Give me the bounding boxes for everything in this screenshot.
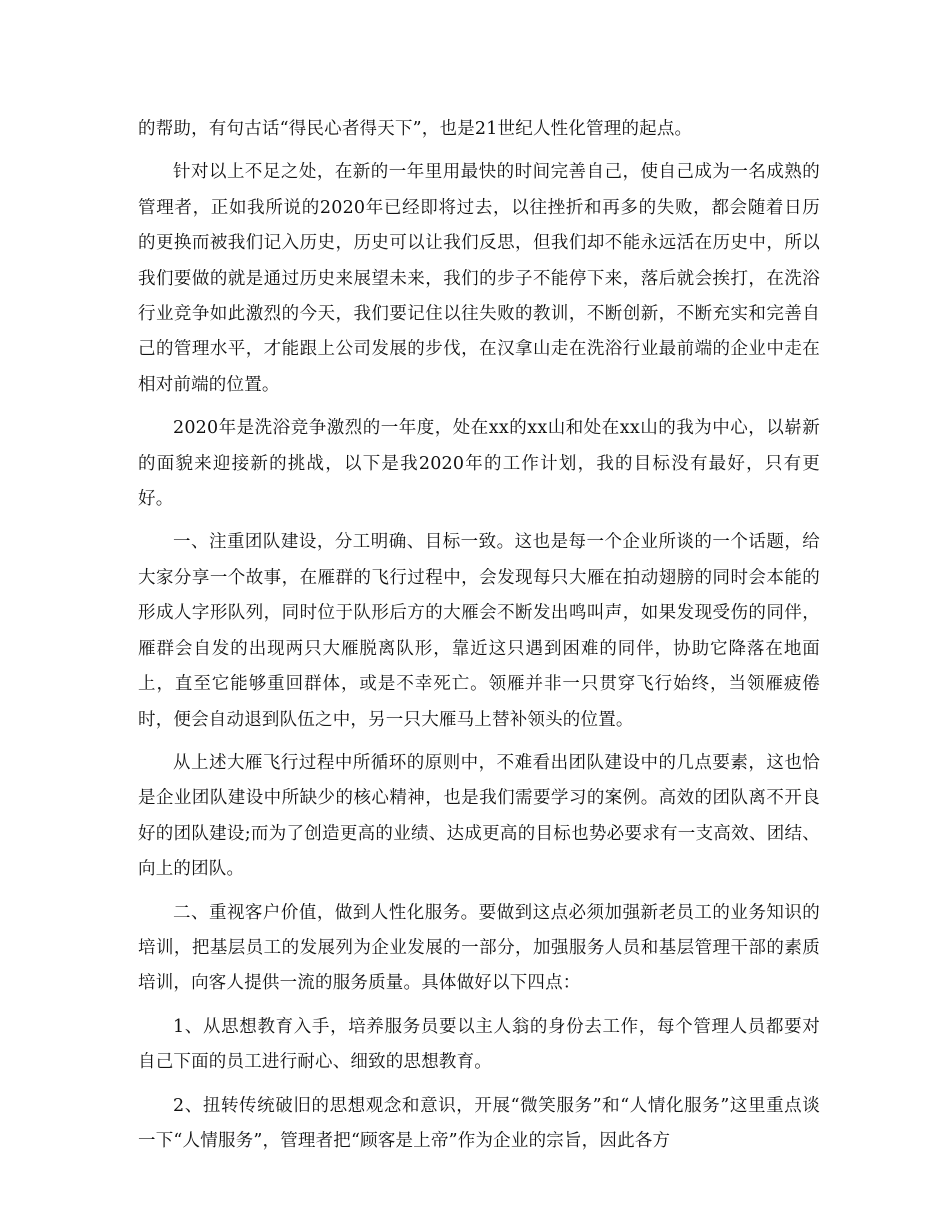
document-body xyxy=(138,112,820,1167)
paragraph-5: 从上述大雁飞行过程中所循环的原则中，不难看出团队建设中的几点要素，这也恰是企业团队建设中所缺少的核心精神，也是我们需要学习的案例。高效的团队离不开良好的团队建设;而为了创造更高的业绩、达成更高的目标也势必要求有一支高效、团结、向上的团队。 xyxy=(138,752,820,880)
paragraph-3: 2020年是洗浴竞争激烈的一年度，处在xx的xx山和处在xx山的我为中心，以崭新的面貌来迎接新的挑战，以下是我2020年的工作计划，我的目标没有最好，只有更好。 xyxy=(138,418,820,510)
paragraph-2: 针对以上不足之处，在新的一年里用最快的时间完善自己，使自己成为一名成熟的管理者，正如我所说的2020年已经即将过去，以往挫折和再多的失败，都会随着日历的更换而被我们记入历史，历史可以让我们反思，但我们却不能永远活在历史中，所以我们要做的就是通过历史来展望未来，我们的步子不能停下来，落后就会挨打，在洗浴行业竞争如此激烈的今天，我们要记住以往失败的教训，不断创新，不断充实和完善自己的管理水平，才能跟上公司发展的步伐，在汉拿山走在洗浴行业最前端的企业中走在相对前端的位置。 xyxy=(138,162,820,395)
paragraph-7: 1、从思想教育入手，培养服务员要以主人翁的身份去工作，每个管理人员都要对自己下面的员工进行耐心、细致的思想教育。 xyxy=(138,1016,820,1073)
paragraph-4: 一、注重团队建设，分工明确、目标一致。这也是每一个企业所谈的一个话题，给大家分享一个故事，在雁群的飞行过程中，会发现每只大雁在拍动翅膀的同时会本能的形成人字形队列，同时位于队形后方的大雁会不断发出鸣叫声，如果发现受伤的同伴，雁群会自发的出现两只大雁脱离队形，靠近这只遇到困难的同伴，协助它降落在地面上，直至它能够重回群体，或是不幸死亡。领雁并非一只贯穿飞行始终，当领雁疲倦时，便会自动退到队伍之中，另一只大雁马上替补领头的位置。 xyxy=(138,532,820,730)
paragraph-1: 的帮助，有句古话“得民心者得天下”，也是21世纪人性化管理的起点。 xyxy=(138,119,693,139)
paragraph-8: 2、扭转传统破旧的思想观念和意识，开展“微笑服务”和“人情化服务”这里重点谈一下“人情服务”，管理者把“顾客是上帝”作为企业的宗旨，因此各方 xyxy=(138,1095,820,1151)
paragraph-6: 二、重视客户价值，做到人性化服务。要做到这点必须加强新老员工的业务知识的培训，把基层员工的发展列为企业发展的一部分，加强服务人员和基层管理干部的素质培训，向客人提供一流的服务质量。具体做好以下四点： xyxy=(138,902,820,994)
